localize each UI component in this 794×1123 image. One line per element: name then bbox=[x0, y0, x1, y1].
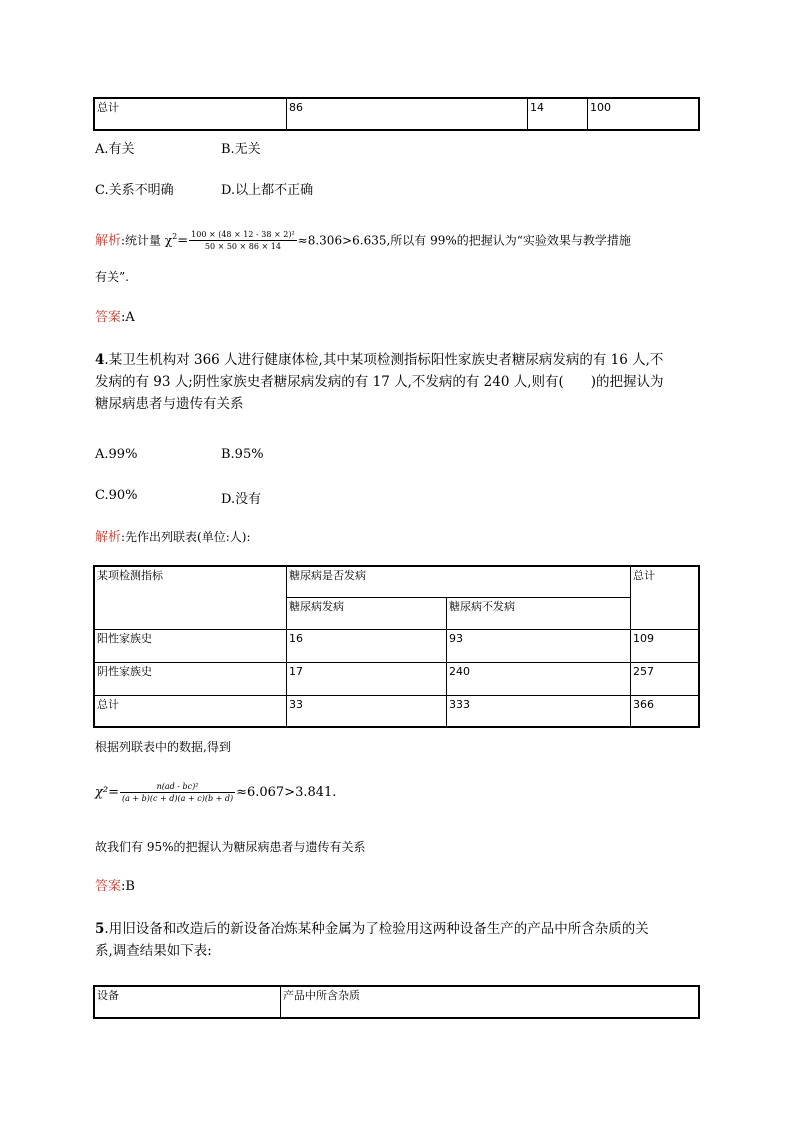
q4-row-name: 阳性家族史 bbox=[94, 629, 287, 662]
q4-row-t: 257 bbox=[631, 662, 700, 695]
q4-option-c: C.90% bbox=[95, 488, 138, 503]
q3-total-c2: 14 bbox=[528, 98, 588, 130]
q4-number: 4 bbox=[95, 352, 105, 368]
q4-solution-intro-text: :先作出列联表(单位:人): bbox=[121, 530, 251, 544]
q3-solution-fraction bbox=[189, 229, 297, 252]
q3-answer bbox=[95, 309, 135, 327]
q3-total-c1: 86 bbox=[287, 98, 528, 130]
q4-formula-numerator: n(ad - bc)² bbox=[120, 781, 235, 793]
q3-option-d: D.以上都不正确 bbox=[221, 183, 314, 198]
q3-solution-sup: 2 bbox=[172, 232, 178, 241]
q4-after-table: 根据列联表中的数据,得到 bbox=[95, 740, 231, 754]
q4-option-a: A.99% bbox=[95, 447, 138, 462]
q4-row-t: 366 bbox=[631, 695, 700, 727]
q3-solution-lead: :统计量 χ bbox=[121, 233, 173, 248]
q4-answer bbox=[95, 878, 135, 896]
q5-line1-text: .用旧设备和改造后的新设备冶炼某种金属为了检验用这两种设备生产的产品中所含杂质的关 bbox=[104, 921, 649, 937]
q4-line1 bbox=[95, 349, 700, 371]
q4-formula-fraction bbox=[120, 781, 235, 804]
q4-solution-intro bbox=[95, 528, 251, 547]
q4-row-a: 33 bbox=[287, 695, 447, 727]
q4-formula-lhs: χ²= bbox=[95, 785, 119, 800]
q4-row-b: 333 bbox=[447, 695, 631, 727]
q3-total-label: 总计 bbox=[94, 98, 287, 130]
q4-answer-label: 答案 bbox=[95, 879, 122, 894]
q4-row-a: 17 bbox=[287, 662, 447, 695]
q4-solution-label: 解析 bbox=[95, 530, 122, 545]
q3-solution-tail: ≈8.306>6.635,所以有 99%的把握认为“实验效果与教学措施 bbox=[297, 233, 631, 248]
q4-contingency-table bbox=[93, 565, 700, 728]
table-row bbox=[94, 629, 699, 662]
q5-th-impurity: 产品中所含杂质 bbox=[281, 986, 700, 1018]
q4-row-a: 16 bbox=[287, 629, 447, 662]
q4-line3: 糖尿病患者与遗传有关系 bbox=[95, 396, 244, 412]
table-row bbox=[94, 695, 699, 727]
q5-number: 5 bbox=[95, 921, 105, 937]
q3-option-a: A.有关 bbox=[95, 142, 135, 157]
q4-line1-text: .某卫生机构对 366 人进行健康体检,其中某项检测指标阳性家族史者糖尿病发病的有 16 人,不 bbox=[104, 352, 664, 368]
q4-stem bbox=[95, 349, 700, 415]
q3-option-c: C.关系不明确 bbox=[95, 183, 174, 198]
q3-fraction-numerator: 100 × (48 × 12 - 38 × 2)² bbox=[191, 230, 295, 240]
q4-row-name: 总计 bbox=[94, 695, 287, 727]
q4-option-b: B.95% bbox=[221, 447, 264, 462]
q4-formula-denominator: (a + b)(c + d)(a + c)(b + d) bbox=[121, 794, 234, 803]
q4-formula bbox=[95, 781, 336, 804]
table-row bbox=[94, 662, 699, 695]
q4-th-sick: 糖尿病发病 bbox=[287, 597, 447, 629]
q5-table bbox=[93, 985, 700, 1019]
q5-line1 bbox=[95, 918, 700, 940]
q4-th-total: 总计 bbox=[631, 566, 700, 629]
q3-answer-value: :A bbox=[121, 310, 135, 325]
q4-th-not: 糖尿病不发病 bbox=[447, 597, 631, 629]
q4-answer-value: :B bbox=[121, 879, 135, 894]
q3-solution-label: 解析 bbox=[95, 233, 122, 249]
q4-th-index: 某项检测指标 bbox=[94, 566, 287, 629]
q4-th-group: 糖尿病是否发病 bbox=[287, 566, 631, 597]
q3-table-end bbox=[93, 97, 700, 131]
q5-stem bbox=[95, 918, 700, 962]
q4-row-b: 240 bbox=[447, 662, 631, 695]
q3-solution-eq: = bbox=[177, 233, 189, 249]
q4-formula-rhs: ≈6.067>3.841. bbox=[236, 785, 337, 800]
q4-line2: 发病的有 93 人;阴性家族史者糖尿病发病的有 17 人,不发病的有 240 人,则有( )的把握认为 bbox=[95, 374, 664, 390]
q4-option-d: D.没有 bbox=[221, 492, 262, 507]
q3-option-b: B.无关 bbox=[221, 142, 261, 157]
q4-row-b: 93 bbox=[447, 629, 631, 662]
q3-total-c3: 100 bbox=[588, 98, 700, 130]
q4-row-t: 109 bbox=[631, 629, 700, 662]
q5-line2: 系,调查结果如下表: bbox=[95, 943, 212, 959]
q5-th-equipment: 设备 bbox=[94, 986, 281, 1018]
q3-solution-tail2: 有关”. bbox=[95, 270, 129, 284]
q4-conclusion: 故我们有 95%的把握认为糖尿病患者与遗传有关系 bbox=[95, 840, 366, 854]
q3-solution bbox=[95, 228, 631, 252]
q4-row-name: 阴性家族史 bbox=[94, 662, 287, 695]
q3-answer-label: 答案 bbox=[95, 310, 122, 325]
q3-fraction-denominator: 50 × 50 × 86 × 14 bbox=[204, 242, 281, 252]
